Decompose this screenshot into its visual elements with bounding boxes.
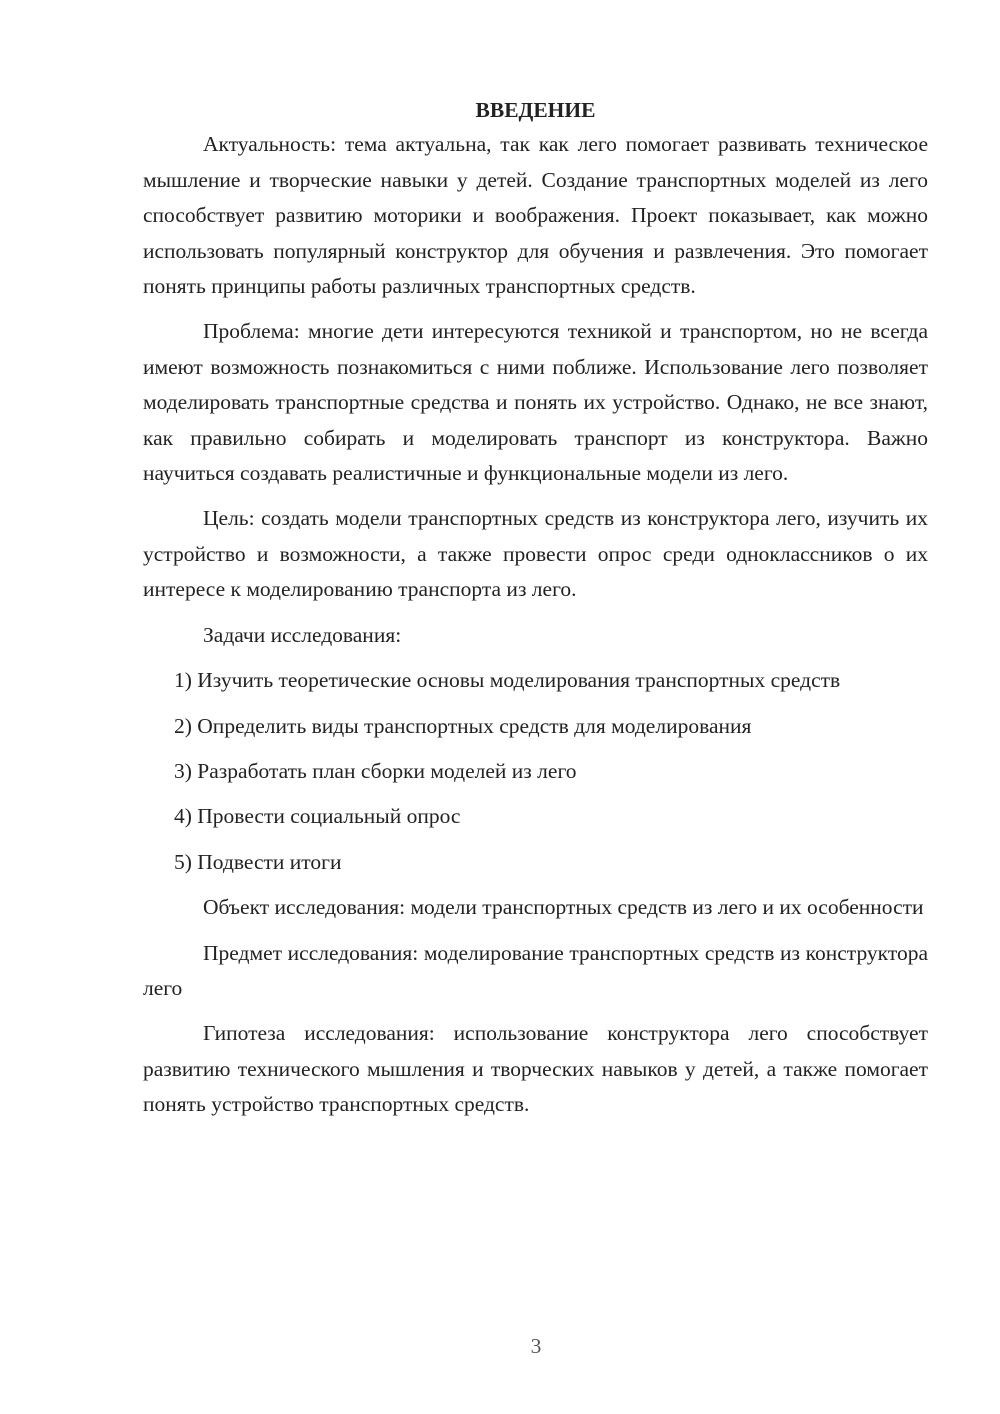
task-item-3: 3) Разработать план сборки моделей из лего (174, 758, 577, 783)
tasks-heading: Задачи исследования: (203, 622, 402, 647)
page-number: 3 (530, 1334, 542, 1358)
task-item-5: 5) Подвести итоги (174, 849, 342, 874)
paragraph-subject: Предмет исследования: моделирование транспортных средств из конструктора лего (143, 940, 928, 1000)
paragraph-hypothesis: Гипотеза исследования: использование конструктора лего способствует развитию технического мышления и творческих навыков у детей, а также помогает понять устройство транспортных средств. (143, 1021, 928, 1117)
paragraph-problem: Проблема: многие дети интересуются техникой и транспортом, но не всегда имеют возможность познакомиться с ними поближе. Использование лего позволяет моделировать транспортные средства и понять их устройство. Однако, не все знают, как правильно собирать и моделировать транспорт из конструктора. Важно научиться создавать реалистичные и функциональные модели из лего. (143, 319, 928, 486)
page-content (143, 93, 928, 1133)
paragraph-goal: Цель: создать модели транспортных средств из конструктора лего, изучить их устройство и возможности, а также провести опрос среди одноклассников о их интересе к моделированию транспорта из лего. (143, 506, 928, 602)
section-title: ВВЕДЕНИЕ (475, 98, 596, 122)
paragraph-object: Объект исследования: модели транспортных средств из лего и их особенности (203, 895, 924, 920)
paragraph-relevance: Актуальность: тема актуальна, так как лего помогает развивать техническое мышление и творческие навыки у детей. Создание транспортных моделей из лего способствует развитию моторики и воображения. Проект показывает, как можно использовать популярный конструктор для обучения и развлечения. Это помогает понять принципы работы различных транспортных средств. (143, 132, 928, 299)
task-item-4: 4) Провести социальный опрос (174, 804, 461, 829)
task-item-1: 1) Изучить теоретические основы моделирования транспортных средств (174, 668, 841, 693)
task-item-2: 2) Определить виды транспортных средств для моделирования (174, 713, 752, 738)
